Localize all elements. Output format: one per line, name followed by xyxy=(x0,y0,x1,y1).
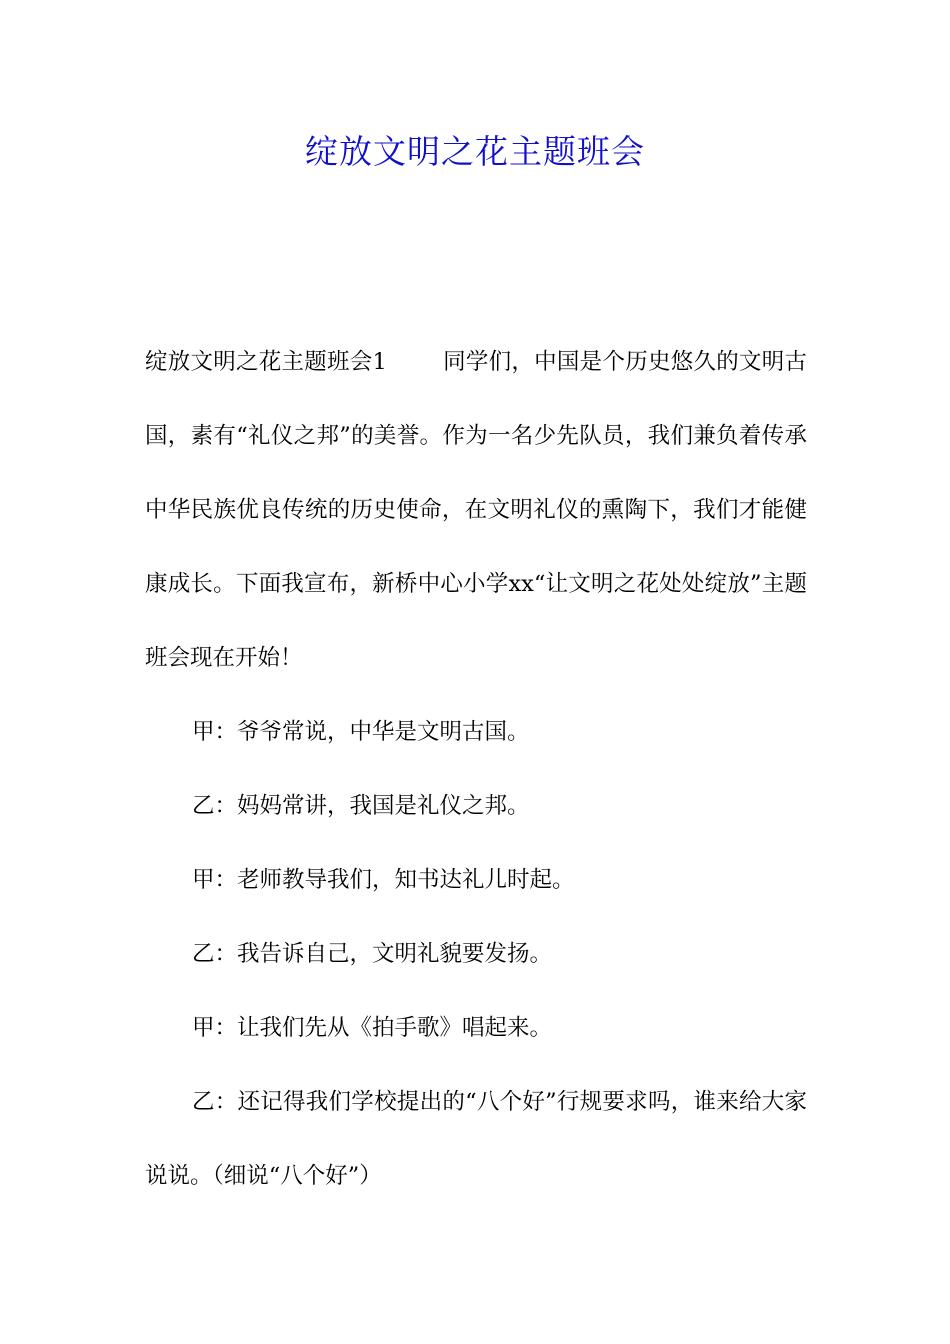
intro-heading: 绽放文明之花主题班会1 xyxy=(145,349,387,375)
document-body xyxy=(145,325,807,1213)
intro-paragraph xyxy=(145,325,807,695)
dialogue-line: 乙：还记得我们学校提出的“八个好”行规要求吗，谁来给大家说说。（细说“八个好”） xyxy=(145,1089,807,1189)
dialogue-line: 甲：老师教导我们，知书达礼儿时起。 xyxy=(192,867,575,893)
dialogue-line: 甲：让我们先从《拍手歌》唱起来。 xyxy=(192,1015,553,1041)
dialogue-line: 甲：爷爷常说，中华是文明古国。 xyxy=(192,719,530,745)
dialogue-line: 乙：我告诉自己，文明礼貌要发扬。 xyxy=(192,941,553,967)
intro-text: 同学们，中国是个历史悠久的文明古国，素有“礼仪之邦”的美誉。作为一名少先队员，我们兼负着传承中华民族优良传统的历史使命，在文明礼仪的熏陶下，我们才能健康成长。下面我宣布，新桥中心小学xx“让文明之花处处绽放”主题班会现在开始！ xyxy=(145,349,807,671)
dialogue-line: 乙：妈妈常讲，我国是礼仪之邦。 xyxy=(192,793,530,819)
document-title: 绽放文明之花主题班会 xyxy=(305,132,645,171)
